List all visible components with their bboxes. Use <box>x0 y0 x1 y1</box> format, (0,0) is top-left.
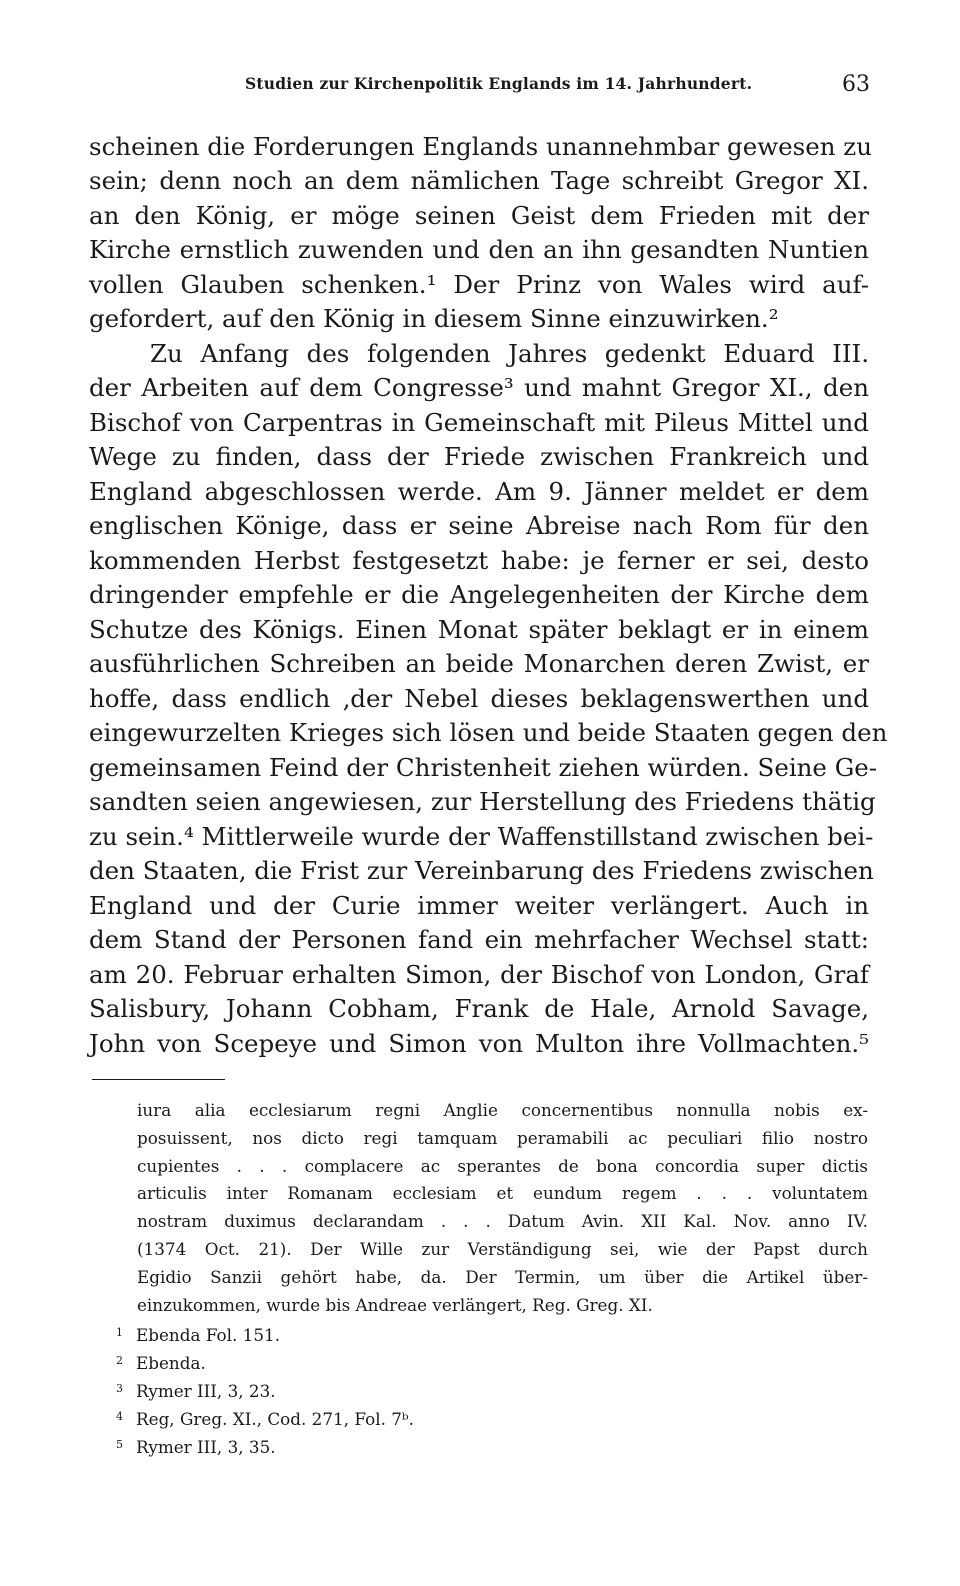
footnote-number: 5 <box>116 1438 123 1451</box>
footnote-line: nostram duximus declarandam . . . Datum Avin. XII Kal. Nov. anno IV. <box>137 1211 868 1231</box>
text-line: hoffe, dass endlich ‚der Nebel dieses beklagenswerthen und <box>89 684 869 713</box>
text-line: England abgeschlossen werde. Am 9. Jänner meldet er dem <box>89 477 869 506</box>
footnote-line: iura alia ecclesiarum regni Anglie concernentibus nonnulla nobis ex- <box>137 1100 868 1120</box>
text-line: Zu Anfang des folgenden Jahres gedenkt Eduard III. <box>150 339 869 368</box>
text-line: der Arbeiten auf dem Congresse³ und mahnt Gregor XI., den <box>89 373 869 402</box>
text-line: Wege zu finden, dass der Friede zwischen Frankreich und <box>89 442 869 471</box>
footnote-line: Egidio Sanzii gehört habe, da. Der Termin, um über die Artikel über- <box>137 1267 868 1287</box>
footnote-number: 2 <box>116 1354 123 1367</box>
text-line: zu sein.⁴ Mittlerweile wurde der Waffenstillstand zwischen bei- <box>89 822 874 851</box>
text-line: vollen Glauben schenken.¹ Der Prinz von Wales wird auf- <box>89 270 869 299</box>
page-number: 63 <box>842 72 870 97</box>
footnote-number: 1 <box>116 1326 123 1339</box>
text-line: kommenden Herbst festgesetzt habe: je ferner er sei, desto <box>89 546 869 575</box>
footnote-5 <box>116 1433 276 1457</box>
footnote-text: Rymer III, 3, 23. <box>136 1381 276 1401</box>
footnote-line: posuissent, nos dicto regi tamquam peramabili ac peculiari filio nostro <box>137 1128 868 1148</box>
text-line: am 20. Februar erhalten Simon, der Bischof von London, Graf <box>89 960 869 989</box>
text-line: England und der Curie immer weiter verlängert. Auch in <box>89 891 869 920</box>
footnote-1 <box>116 1321 280 1345</box>
text-line: Kirche ernstlich zuwenden und den an ihn gesandten Nuntien <box>89 235 869 264</box>
text-line: den Staaten, die Frist zur Vereinbarung des Friedens zwischen <box>89 856 874 885</box>
footnote-separator <box>92 1079 225 1080</box>
text-line: eingewurzelten Krieges sich lösen und beide Staaten gegen den <box>89 718 888 747</box>
footnote-line: (1374 Oct. 21). Der Wille zur Verständigung sei, wie der Papst durch <box>137 1239 868 1259</box>
footnote-line: einzukommen, wurde bis Andreae verlängert, Reg. Greg. XI. <box>137 1295 653 1315</box>
footnote-number: 4 <box>116 1410 123 1423</box>
footnote-text: Rymer III, 3, 35. <box>136 1437 276 1457</box>
footnote-line: cupientes . . . complacere ac sperantes de bona concordia super dictis <box>137 1156 868 1176</box>
footnote-3 <box>116 1377 276 1401</box>
footnote-4 <box>116 1405 414 1429</box>
text-line: ausführlichen Schreiben an beide Monarchen deren Zwist, er <box>89 649 869 678</box>
running-title: Studien zur Kirchenpolitik Englands im 14. Jahrhundert. <box>245 74 753 93</box>
footnote-text: Reg, Greg. XI., Cod. 271, Fol. 7ᵇ. <box>136 1409 414 1429</box>
text-line: sein; denn noch an dem nämlichen Tage schreibt Gregor XI. <box>89 166 869 195</box>
text-line: Schutze des Königs. Einen Monat später beklagt er in einem <box>89 615 869 644</box>
text-line: dem Stand der Personen fand ein mehrfacher Wechsel statt: <box>89 925 869 954</box>
text-line: an den König, er möge seinen Geist dem Frieden mit der <box>89 201 869 230</box>
text-line: englischen Könige, dass er seine Abreise nach Rom für den <box>89 511 869 540</box>
text-line: dringender empfehle er die Angelegenheiten der Kirche dem <box>89 580 869 609</box>
text-line: John von Scepeye und Simon von Multon ihre Vollmachten.⁵ <box>89 1029 869 1058</box>
footnote-text: Ebenda Fol. 151. <box>136 1325 281 1345</box>
footnote-text: Ebenda. <box>136 1353 206 1373</box>
footnote-2 <box>116 1349 206 1373</box>
text-line: Salisbury, Johann Cobham, Frank de Hale, Arnold Savage, <box>89 994 869 1023</box>
text-line: sandten seien angewiesen, zur Herstellung des Friedens thätig <box>89 787 876 816</box>
text-line: scheinen die Forderungen Englands unannehmbar gewesen zu <box>89 132 872 161</box>
text-line: gefordert, auf den König in diesem Sinne einzuwirken.² <box>89 304 779 333</box>
footnote-line: articulis inter Romanam ecclesiam et eundum regem . . . voluntatem <box>137 1183 868 1203</box>
text-line: Bischof von Carpentras in Gemeinschaft mit Pileus Mittel und <box>89 408 869 437</box>
text-line: gemeinsamen Feind der Christenheit ziehen würden. Seine Ge- <box>89 753 878 782</box>
footnote-number: 3 <box>116 1382 123 1395</box>
